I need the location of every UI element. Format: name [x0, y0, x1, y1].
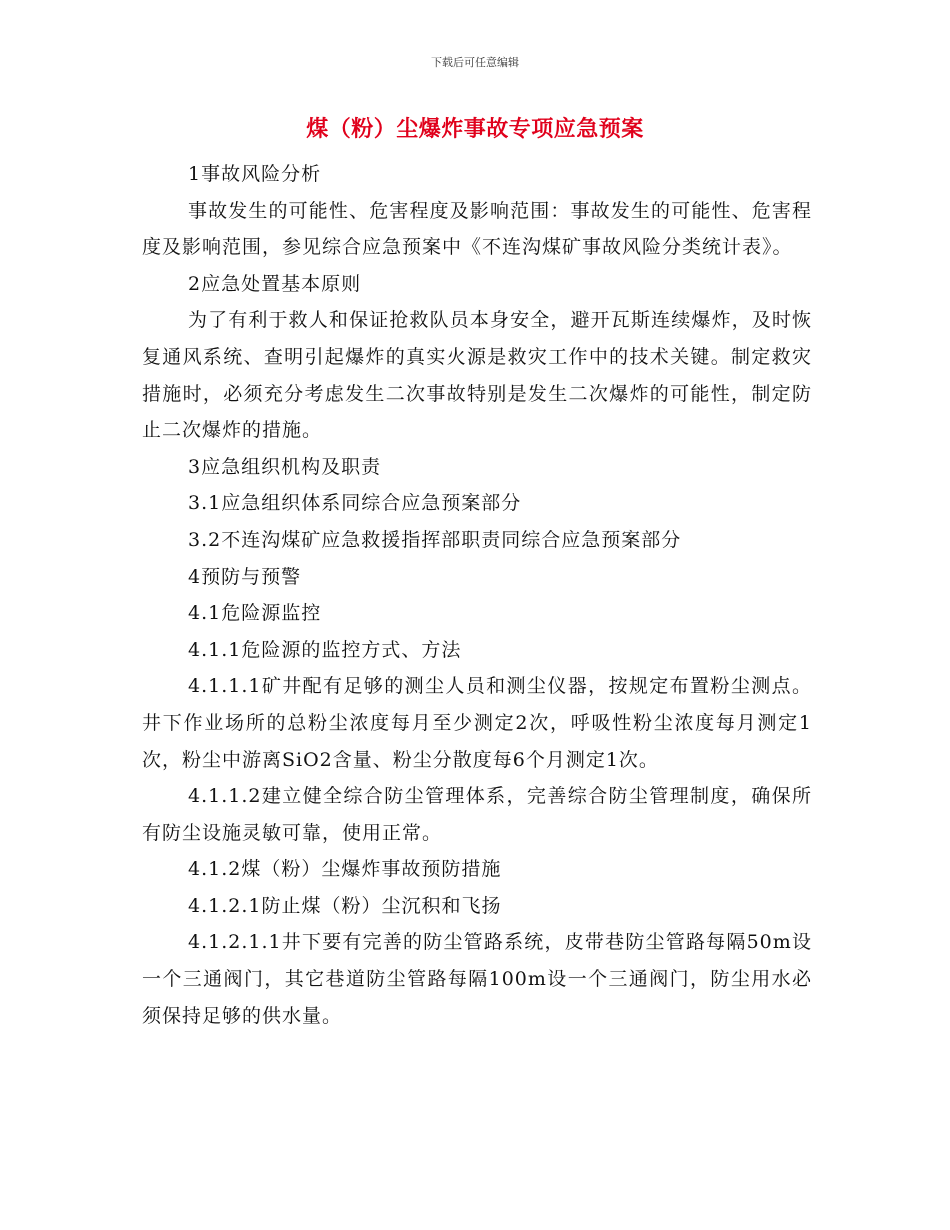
section-heading: 3应急组织机构及职责	[188, 455, 382, 478]
document-title: 煤（粉）尘爆炸事故专项应急预案	[306, 117, 644, 142]
subsection-heading: 4.1.2.1防止煤（粉）尘沉积和飞扬	[188, 894, 502, 917]
paragraph: 4.1.1.2建立健全综合防尘管理体系，完善综合防尘管理制度，确保所有防尘设施灵敏可靠，使用正常。	[142, 785, 812, 844]
paragraph: 4.1.1.1矿井配有足够的测尘人员和测尘仪器，按规定布置粉尘测点。井下作业场所的总粉尘浓度每月至少测定2次，呼吸性粉尘浓度每月测定1次，粉尘中游离SiO2含量、粉尘分散度每6个月测定1次。	[142, 675, 812, 771]
subsection-heading: 3.1应急组织体系同综合应急预案部分	[188, 492, 522, 515]
section-heading: 1事故风险分析	[188, 163, 322, 185]
subsection-heading: 4.1危险源监控	[188, 602, 322, 625]
subsection-heading: 4.1.2煤（粉）尘爆炸事故预防措施	[188, 858, 502, 881]
paragraph: 为了有利于救人和保证抢救队员本身安全，避开瓦斯连续爆炸，及时恢复通风系统、查明引起爆炸的真实火源是救灾工作中的技术关键。制定救灾措施时，必须充分考虑发生二次事故特别是发生二次爆炸的可能性，制定防止二次爆炸的措施。	[142, 309, 812, 442]
paragraph: 4.1.2.1.1井下要有完善的防尘管路系统，皮带巷防尘管路每隔50m设一个三通阀门，其它巷道防尘管路每隔100m设一个三通阀门，防尘用水必须保持足够的供水量。	[142, 931, 812, 1027]
section-heading: 2应急处置基本原则	[188, 272, 362, 295]
paragraph: 事故发生的可能性、危害程度及影响范围：事故发生的可能性、危害程度及影响范围，参见综合应急预案中《不连沟煤矿事故风险分类统计表》。	[142, 199, 812, 259]
header-note: 下载后可任意编辑	[431, 56, 519, 69]
section-heading: 4预防与预警	[188, 565, 302, 588]
document-body	[142, 156, 812, 1034]
subsection-heading: 4.1.1危险源的监控方式、方法	[188, 638, 462, 661]
subsection-heading: 3.2不连沟煤矿应急救援指挥部职责同综合应急预案部分	[188, 528, 682, 551]
